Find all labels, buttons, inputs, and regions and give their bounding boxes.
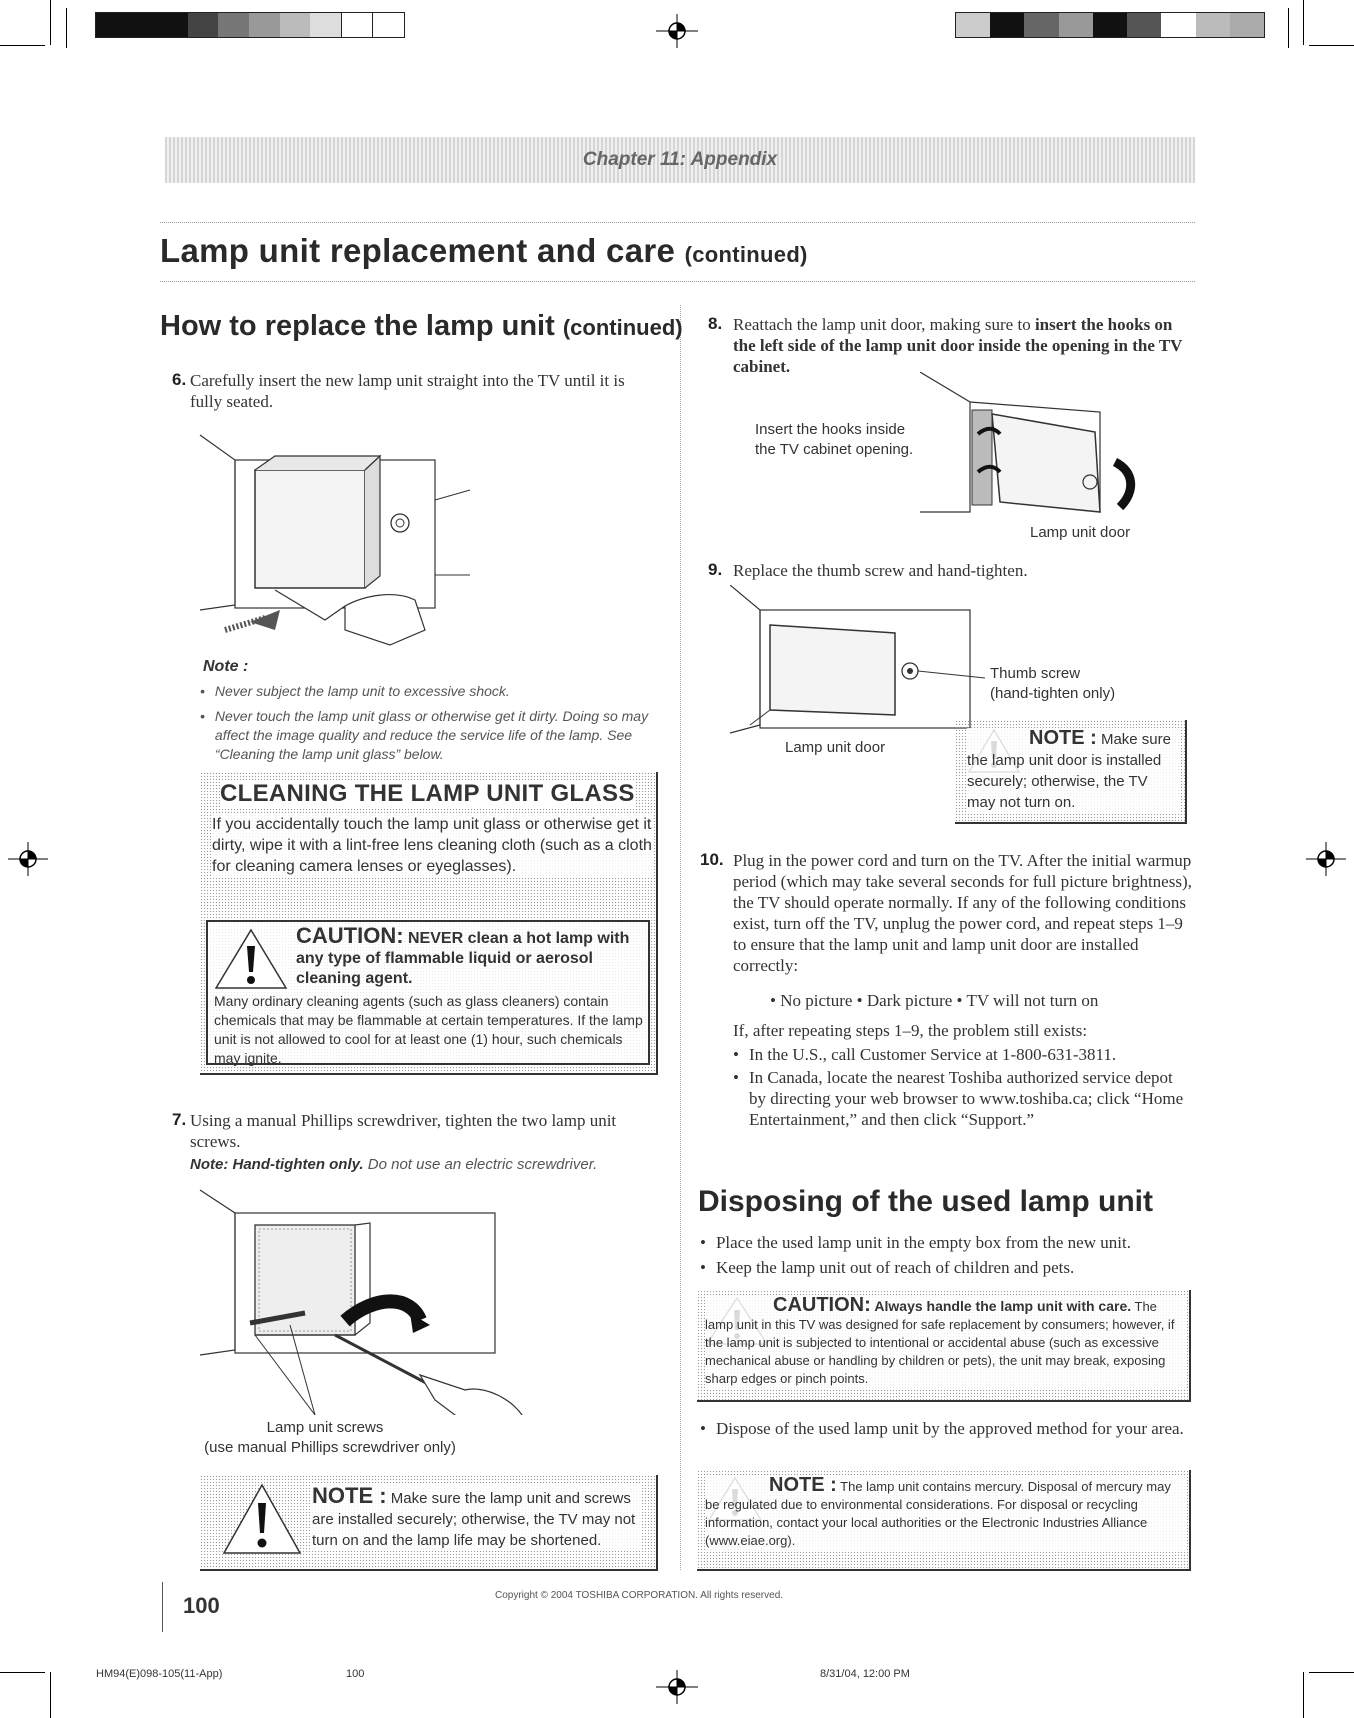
step-7-note: Note: Hand-tighten only. Do not use an electric screwdriver. <box>190 1156 598 1173</box>
list-item: • Never touch the lamp unit glass or otherwise get it dirty. Doing so may affect the image quality and reduce the service life of the lamp. See “Cleaning the lamp unit glass” below. <box>200 708 649 762</box>
figure-caption: Lamp unit door <box>1030 524 1131 541</box>
note-box-text: NOTE : Make sure the lamp unit and screws are installed securely; otherwise, the TV may not turn on and the lamp life may be shortened. <box>312 1485 642 1551</box>
caution-heading: CAUTION: NEVER clean a hot lamp with any type of flammable liquid or aerosol cleaning agent. <box>296 923 630 987</box>
crop-mark <box>1288 8 1289 48</box>
step-9-text: Replace the thumb screw and hand-tighten. <box>733 561 1028 580</box>
thumb-screw-illustration <box>730 585 990 735</box>
lamp-door-hooks-illustration <box>920 372 1150 522</box>
note-box-door-text: NOTE : Make sure the lamp unit door is installed securely; otherwise, the TV may not turn on. <box>967 728 1179 813</box>
chapter-header: Chapter 11: Appendix <box>582 149 778 170</box>
list-item: • Keep the lamp unit out of reach of children and pets. <box>700 1258 1075 1277</box>
cleaning-box <box>200 772 658 1075</box>
section-title-replace: How to replace the lamp unit (continued) <box>160 310 683 342</box>
footer-rule <box>162 1582 163 1632</box>
note-box-mercury <box>697 1470 1191 1571</box>
note-mercury-text: NOTE : The lamp unit contains mercury. Disposal of mercury may be regulated due to environmental considerations. For disposal or recycling information, contact your local authorities or the Electronic Industries Alliance (www.eiae.org). <box>705 1476 1185 1550</box>
note-box-door <box>955 720 1187 824</box>
caution-text: Many ordinary cleaning agents (such as glass cleaners) contain chemicals that may be flammable at certain temperatures. If the lamp unit is not allowed to cool for at least one (1) hour, such chemicals may ignite. <box>214 993 643 1066</box>
crop-mark <box>50 1672 51 1718</box>
registration-crosshair-icon <box>656 14 698 48</box>
step-number: 7. <box>172 1110 187 1129</box>
crop-mark <box>1309 1672 1354 1673</box>
caution-box <box>206 920 650 1065</box>
registration-crosshair-icon <box>8 842 48 876</box>
slug-date: 8/31/04, 12:00 PM <box>820 1668 910 1680</box>
insert-lamp-illustration <box>195 430 475 655</box>
warning-triangle-icon <box>222 1483 302 1555</box>
step-7-text: Using a manual Phillips screwdriver, tighten the two lamp unit screws. <box>190 1111 617 1151</box>
list-item: • Never subject the lamp unit to excessive shock. <box>200 683 510 699</box>
divider <box>160 281 1195 282</box>
tighten-screws-illustration <box>195 1185 555 1415</box>
crop-mark <box>66 8 67 48</box>
dispose-list <box>700 1232 1190 1279</box>
note-list <box>200 682 670 764</box>
crop-mark <box>1303 1672 1304 1718</box>
figure-caption: (use manual Phillips screwdriver only) <box>204 1439 456 1456</box>
figure-label: Thumb screw (hand-tighten only) <box>990 665 1116 702</box>
list-item: • In the U.S., call Customer Service at 1-800-631-3811. <box>733 1045 1117 1064</box>
list-item: • Dispose of the used lamp unit by the approved method for your area. <box>700 1419 1184 1438</box>
crop-mark <box>1303 0 1304 45</box>
step-number: 10. <box>700 850 724 869</box>
step-number: 6. <box>172 370 187 389</box>
warning-triangle-icon <box>214 928 288 990</box>
registration-bar-left <box>95 12 405 38</box>
figure-caption: Lamp unit screws <box>266 1419 384 1436</box>
contact-list <box>733 1044 1193 1130</box>
crop-mark <box>0 1672 45 1673</box>
chapter-header-band <box>165 137 1195 183</box>
if-after-text: If, after repeating steps 1–9, the problem still exists: <box>733 1021 1088 1040</box>
page-title: Lamp unit replacement and care (continued) <box>160 232 808 269</box>
page-number: 100 <box>183 1593 220 1618</box>
crop-mark <box>50 0 51 45</box>
step-6-text: Carefully insert the new lamp unit straight into the TV until it is fully seated. <box>190 371 625 411</box>
step-10-text: Plug in the power cord and turn on the TV. After the initial warmup period (which may take several seconds for full picture brightness), the TV should operate normally. If any of the following conditions exist, turn off the TV, unplug the power cord, and repeat steps 1–9 to ensure that the lamp unit and lamp unit door are installed correctly: <box>733 851 1192 975</box>
divider <box>160 222 1195 223</box>
figure-label: Insert the hooks inside the TV cabinet opening. <box>755 421 914 458</box>
step-8-text: Reattach the lamp unit door, making sure to insert the hooks on the left side of the lamp unit door inside the opening in the TV cabinet. <box>733 315 1183 376</box>
copyright: Copyright © 2004 TOSHIBA CORPORATION. All rights reserved. <box>495 1590 784 1601</box>
cleaning-text: If you accidentally touch the lamp unit glass or otherwise get it dirty, wipe it with a lint-free lens cleaning cloth (such as a cloth for cleaning camera lenses or eyeglasses). <box>212 816 652 875</box>
registration-bar-right <box>955 12 1265 38</box>
slug-file: HM94(E)098-105(11-App) <box>96 1668 223 1680</box>
note-label: Note : <box>203 658 249 675</box>
cleaning-title: CLEANING THE LAMP UNIT GLASS <box>220 780 635 807</box>
conditions-list: • No picture • Dark picture • TV will not turn on <box>770 991 1099 1010</box>
list-item: • Place the used lamp unit in the empty box from the new unit. <box>700 1233 1131 1252</box>
figure-caption: Lamp unit door <box>785 739 886 756</box>
step-number: 8. <box>708 314 723 333</box>
registration-crosshair-icon <box>656 1670 698 1704</box>
caution-handling-text: CAUTION: Always handle the lamp unit with care. The lamp unit in this TV was designed for safe replacement by consumers; however, if the lamp unit is subjected to intentional or accidental abuse (such as excessive mechanical abuse or handling by children or pets), the unit may break, exposing sharp edges or pinch points. <box>705 1296 1185 1388</box>
crop-mark <box>1309 45 1354 46</box>
list-item: • In Canada, locate the nearest Toshiba authorized service depot by directing your web browser to www.toshiba.ca; click “Home Entertainment,” and then click “Support.” <box>733 1068 1184 1129</box>
dispose-list-2 <box>700 1418 1190 1440</box>
registration-crosshair-icon <box>1306 842 1346 876</box>
crop-mark <box>0 45 45 46</box>
section-title-disposing: Disposing of the used lamp unit <box>698 1185 1154 1218</box>
column-divider <box>680 305 681 1570</box>
note-box <box>200 1475 658 1571</box>
slug-page: 100 <box>346 1668 365 1680</box>
step-number: 9. <box>708 560 723 579</box>
caution-box-handling <box>697 1290 1191 1402</box>
